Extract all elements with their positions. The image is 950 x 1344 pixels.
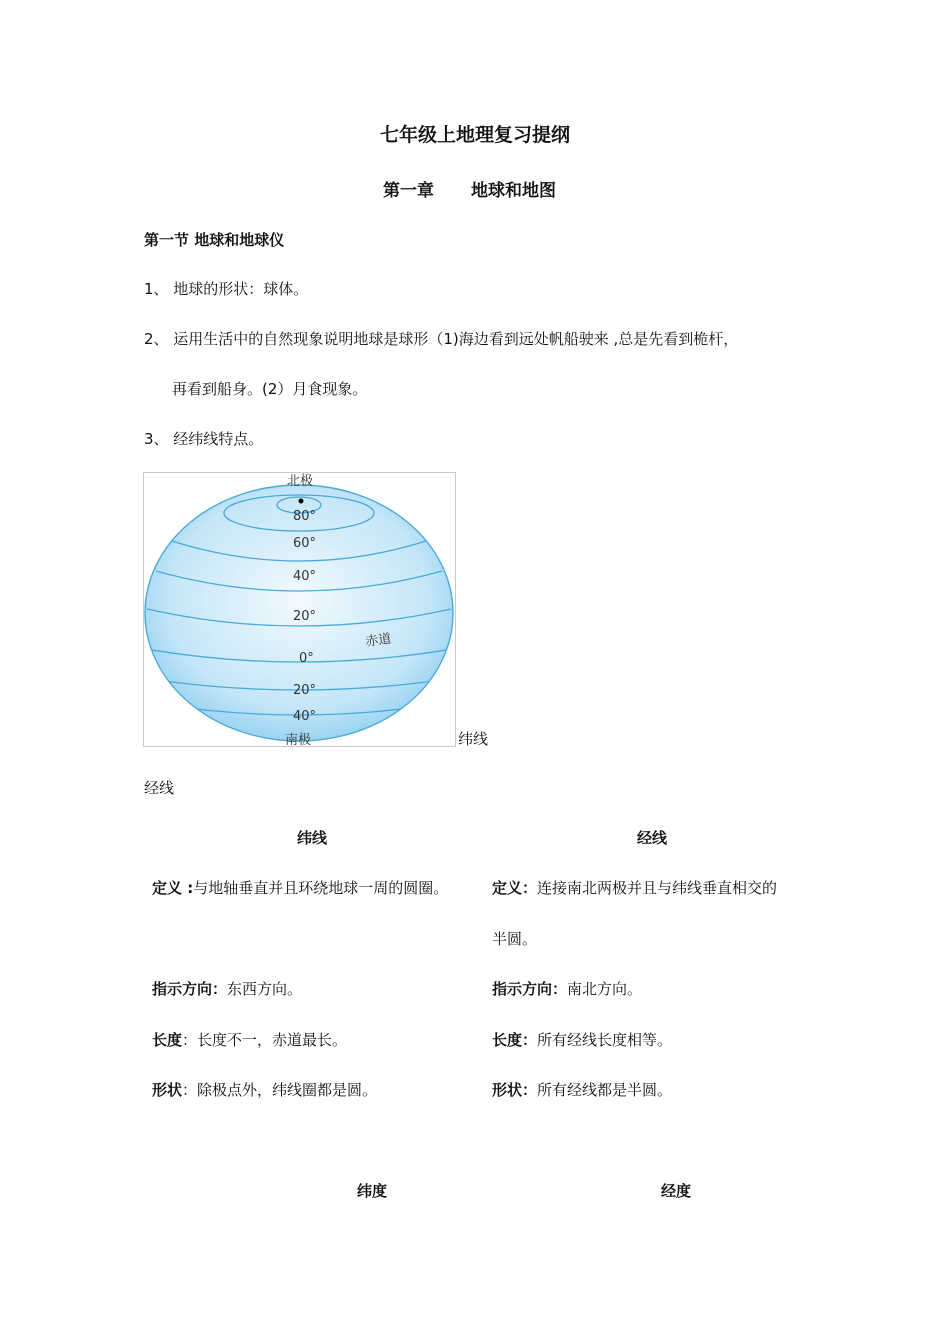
row-value: ：除极点外，纬线圈都是圆。 — [182, 1081, 378, 1099]
globe-figure — [143, 472, 456, 747]
section-heading: 第一节 地球和地球仪 — [144, 231, 285, 249]
equator-label: 赤道 — [364, 631, 393, 650]
north-pole-dot — [299, 499, 304, 504]
row-key: 形状 — [152, 1081, 183, 1099]
table-row — [492, 1029, 672, 1050]
table-row — [492, 978, 642, 999]
table1-header-longitude: 经线 — [637, 829, 668, 847]
list-item: 2、 运用生活中的自然现象说明地球是球形（1)海边看到远处帆船驶来 ,总是先看到桅杆， — [144, 330, 739, 348]
figure-caption-longitude: 经线 — [144, 779, 175, 797]
row-continuation: 半圆。 — [492, 930, 538, 948]
row-key: 长度 — [152, 1031, 183, 1049]
table2-header-longitude-degree: 经度 — [661, 1182, 692, 1200]
north-pole-label: 北极 — [287, 474, 314, 489]
list-item: 1、 地球的形状：球体。 — [144, 280, 309, 298]
row-key: 指示方向： — [492, 980, 568, 998]
table-row — [152, 978, 302, 999]
lat-label-40s: 40° — [293, 709, 317, 724]
list-item-continuation: 再看到船身。(2）月食现象。 — [172, 380, 368, 398]
lat-label-0: 0° — [299, 651, 314, 666]
table-row — [492, 1079, 672, 1100]
table-row — [152, 1079, 377, 1100]
lat-label-80: 80° — [293, 509, 317, 524]
south-pole-label: 南极 — [285, 733, 312, 746]
lat-label-40: 40° — [293, 569, 317, 584]
table2-header-latitude-degree: 纬度 — [357, 1182, 388, 1200]
row-key: 指示方向： — [152, 980, 228, 998]
table-row — [152, 1029, 347, 1050]
chapter-name: 地球和地图 — [471, 181, 556, 201]
list-item: 3、 经纬线特点。 — [144, 430, 264, 448]
lat-label-60: 60° — [293, 536, 317, 551]
table-row — [152, 877, 448, 898]
globe-illustration — [144, 473, 455, 746]
row-key: 定义： — [492, 879, 538, 897]
row-value: ：长度不一，赤道最长。 — [182, 1031, 348, 1049]
chapter-number: 第一章 — [383, 181, 434, 201]
lat-label-20: 20° — [293, 609, 317, 624]
table1-header-latitude: 纬线 — [297, 829, 328, 847]
figure-caption-latitude: 纬线 — [458, 730, 489, 748]
row-key: 定义 : — [152, 879, 194, 897]
row-value: 连接南北两极并且与纬线垂直相交的 — [537, 879, 778, 897]
row-value: 东西方向。 — [227, 980, 303, 998]
page-title: 七年级上地理复习提纲 — [379, 124, 570, 146]
row-key: 长度： — [492, 1031, 538, 1049]
row-value: 所有经线都是半圆。 — [537, 1081, 673, 1099]
row-value: 南北方向。 — [567, 980, 643, 998]
row-value: 与地轴垂直并且环绕地球一周的圆圈。 — [193, 879, 449, 897]
lat-label-20s: 20° — [293, 683, 317, 698]
row-key: 形状： — [492, 1081, 538, 1099]
table-row — [492, 877, 777, 898]
row-value: 所有经线长度相等。 — [537, 1031, 673, 1049]
